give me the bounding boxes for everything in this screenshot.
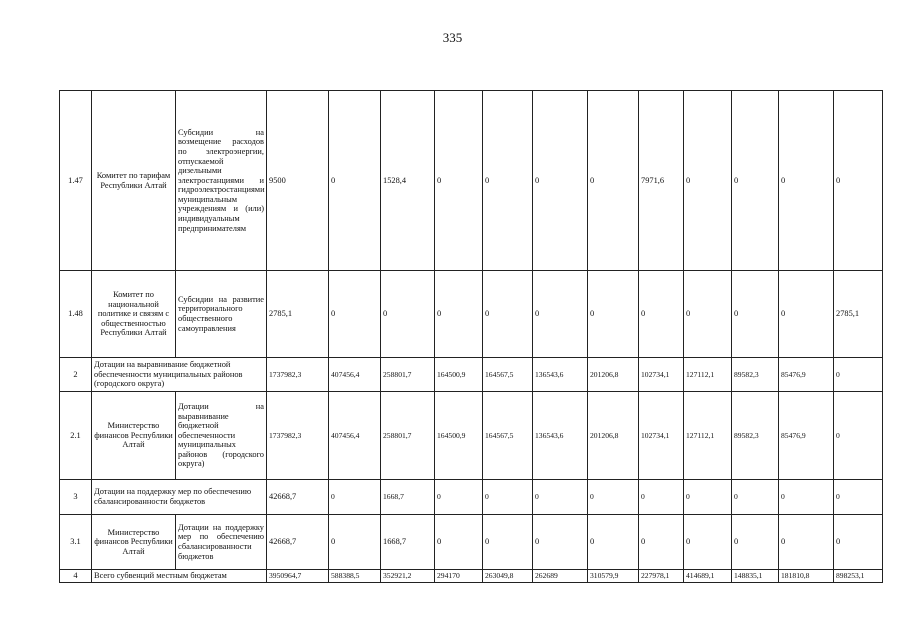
value-cell: 89582,3 xyxy=(732,392,779,480)
table-row xyxy=(60,392,883,480)
value-cell: 0 xyxy=(588,515,639,570)
row-number: 3.1 xyxy=(60,515,92,570)
organization-cell: Комитет по тарифам Республики Алтай xyxy=(92,91,176,271)
value-cell: 0 xyxy=(435,515,483,570)
value-cell: 588388,5 xyxy=(329,570,381,583)
value-cell: 148835,1 xyxy=(732,570,779,583)
row-number: 3 xyxy=(60,480,92,515)
value-cell: 0 xyxy=(533,515,588,570)
table-row xyxy=(60,515,883,570)
value-cell: 0 xyxy=(639,480,684,515)
value-cell: 898253,1 xyxy=(834,570,883,583)
description-cell: Субсидии на возмещение расходов по электроэнергии, отпускаемой дизельными электростанциями и гидроэлектростанциями муниципальным учреждениям и (или) индивидуальным предпринимателям xyxy=(176,91,267,271)
value-total: 9500 xyxy=(267,91,329,271)
value-cell: 0 xyxy=(779,480,834,515)
value-cell: 258801,7 xyxy=(381,392,435,480)
value-cell: 102734,1 xyxy=(639,392,684,480)
value-cell: 0 xyxy=(329,515,381,570)
value-cell: 407456,4 xyxy=(329,358,381,392)
value-cell: 0 xyxy=(483,515,533,570)
row-number: 4 xyxy=(60,570,92,583)
value-cell: 0 xyxy=(684,91,732,271)
value-cell: 0 xyxy=(834,392,883,480)
value-total: 2785,1 xyxy=(267,271,329,358)
description-cell: Всего субвенций местным бюджетам xyxy=(92,570,267,583)
value-cell: 1528,4 xyxy=(381,91,435,271)
value-cell: 0 xyxy=(435,271,483,358)
value-cell: 85476,9 xyxy=(779,392,834,480)
value-cell: 181810,8 xyxy=(779,570,834,583)
value-cell: 0 xyxy=(779,271,834,358)
value-cell: 164567,5 xyxy=(483,392,533,480)
value-cell: 0 xyxy=(639,271,684,358)
value-cell: 0 xyxy=(588,271,639,358)
value-cell: 0 xyxy=(483,91,533,271)
value-cell: 414689,1 xyxy=(684,570,732,583)
value-cell: 263049,8 xyxy=(483,570,533,583)
value-cell: 0 xyxy=(483,480,533,515)
page-number: 335 xyxy=(442,30,463,45)
value-cell: 0 xyxy=(381,271,435,358)
value-cell: 0 xyxy=(533,91,588,271)
value-cell: 201206,8 xyxy=(588,358,639,392)
value-total: 1737982,3 xyxy=(267,392,329,480)
value-cell: 0 xyxy=(533,271,588,358)
value-cell: 294170 xyxy=(435,570,483,583)
value-cell: 0 xyxy=(684,480,732,515)
table-row xyxy=(60,271,883,358)
value-total: 1737982,3 xyxy=(267,358,329,392)
value-cell: 1668,7 xyxy=(381,480,435,515)
row-number: 2.1 xyxy=(60,392,92,480)
value-cell: 0 xyxy=(732,480,779,515)
value-total: 3950964,7 xyxy=(267,570,329,583)
value-cell: 164500,9 xyxy=(435,392,483,480)
value-cell: 164500,9 xyxy=(435,358,483,392)
value-cell: 0 xyxy=(329,91,381,271)
value-cell: 2785,1 xyxy=(834,271,883,358)
row-number: 2 xyxy=(60,358,92,392)
value-cell: 127112,1 xyxy=(684,358,732,392)
description-cell: Субсидии на развитие территориального общественного самоуправления xyxy=(176,271,267,358)
value-cell: 0 xyxy=(483,271,533,358)
value-cell: 0 xyxy=(834,515,883,570)
value-cell: 0 xyxy=(834,358,883,392)
value-cell: 102734,1 xyxy=(639,358,684,392)
description-cell: Дотации на выравнивание бюджетной обеспеченности муниципальных районов (городского округа) xyxy=(176,392,267,480)
table-row xyxy=(60,358,883,392)
value-cell: 262689 xyxy=(533,570,588,583)
value-cell: 201206,8 xyxy=(588,392,639,480)
value-cell: 0 xyxy=(779,91,834,271)
table-row xyxy=(60,480,883,515)
value-cell: 0 xyxy=(684,515,732,570)
value-cell: 227978,1 xyxy=(639,570,684,583)
value-cell: 0 xyxy=(588,480,639,515)
value-cell: 7971,6 xyxy=(639,91,684,271)
value-cell: 0 xyxy=(732,271,779,358)
table-row xyxy=(60,91,883,271)
value-cell: 0 xyxy=(329,271,381,358)
value-cell: 85476,9 xyxy=(779,358,834,392)
organization-cell: Комитет по национальной политике и связям с общественностью Республики Алтай xyxy=(92,271,176,358)
value-cell: 0 xyxy=(732,515,779,570)
value-cell: 164567,5 xyxy=(483,358,533,392)
organization-cell: Министерство финансов Республики Алтай xyxy=(92,515,176,570)
value-cell: 310579,9 xyxy=(588,570,639,583)
value-cell: 0 xyxy=(779,515,834,570)
value-total: 42668,7 xyxy=(267,515,329,570)
organization-cell: Министерство финансов Республики Алтай xyxy=(92,392,176,480)
value-cell: 258801,7 xyxy=(381,358,435,392)
value-cell: 0 xyxy=(588,91,639,271)
budget-table xyxy=(59,90,883,583)
value-cell: 0 xyxy=(684,271,732,358)
row-number: 1.48 xyxy=(60,271,92,358)
description-cell: Дотации на поддержку мер по обеспечению сбалансированности бюджетов xyxy=(176,515,267,570)
value-cell: 136543,6 xyxy=(533,358,588,392)
value-cell: 0 xyxy=(639,515,684,570)
table-row xyxy=(60,570,883,583)
description-cell: Дотации на поддержку мер по обеспечению сбалансированности бюджетов xyxy=(92,480,267,515)
value-cell: 0 xyxy=(533,480,588,515)
value-cell: 127112,1 xyxy=(684,392,732,480)
row-number: 1.47 xyxy=(60,91,92,271)
value-cell: 1668,7 xyxy=(381,515,435,570)
value-cell: 0 xyxy=(329,480,381,515)
description-cell: Дотации на выравнивание бюджетной обеспеченности муниципальных районов (городского округа) xyxy=(92,358,267,392)
value-cell: 352921,2 xyxy=(381,570,435,583)
value-cell: 0 xyxy=(732,91,779,271)
value-cell: 0 xyxy=(435,480,483,515)
value-cell: 0 xyxy=(834,91,883,271)
value-cell: 136543,6 xyxy=(533,392,588,480)
value-cell: 407456,4 xyxy=(329,392,381,480)
value-total: 42668,7 xyxy=(267,480,329,515)
value-cell: 0 xyxy=(435,91,483,271)
value-cell: 0 xyxy=(834,480,883,515)
value-cell: 89582,3 xyxy=(732,358,779,392)
